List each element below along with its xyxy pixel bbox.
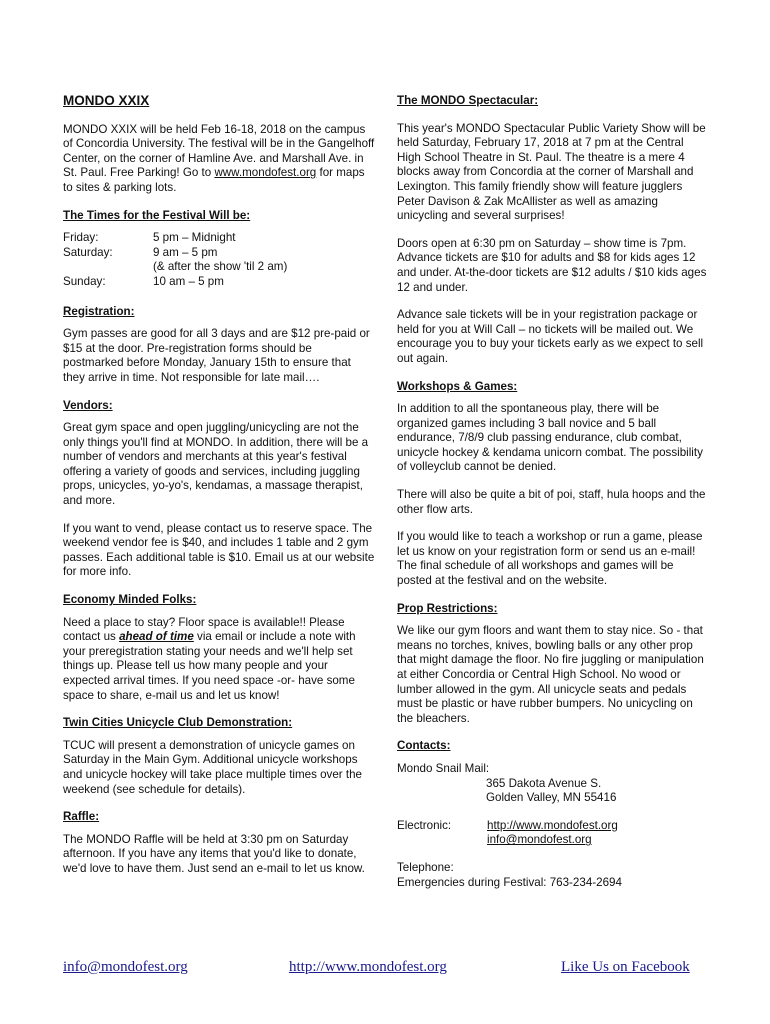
website-link[interactable]: http://www.mondofest.org bbox=[487, 818, 618, 832]
times-hours: 9 am – 5 pm bbox=[153, 245, 218, 259]
tickets-text: Doors open at 6:30 pm on Saturday – show time is 7pm. Advance tickets are $10 for adults and $8 for kids ages 12 and under. At-the-door tickets are $12 adults / $10 kids ages 12 and under. bbox=[397, 236, 707, 294]
tcuc-text: TCUC will present a demonstration of unicycle games on Saturday in the Main Gym. Additional unicycle workshops and unicycle hockey will take place multiple times over the weekend (see schedule for details). bbox=[63, 738, 363, 796]
footer-links bbox=[63, 959, 693, 979]
right-column bbox=[397, 92, 707, 890]
intro-paragraph: MONDO XXIX will be held Feb 16-18, 2018 on the campus of Concordia University. The festival will be in the Gangelhoff Center, on the corner of Hamline Ave. and Marshall Ave. in St. Paul. Free Parking! Go to www.mondofest.org for maps to sites & parking lots. bbox=[63, 122, 375, 194]
teach-workshop-text: If you would like to teach a workshop or run a game, please let us know on your registration form or send us an e-mail! The final schedule of all workshops and games will be posted at the festival and on the website. bbox=[397, 530, 703, 588]
vendors-heading: Vendors: bbox=[63, 398, 113, 412]
advance-sale-text: Advance sale tickets will be in your registration package or held for you at Will Call – no tickets will be mailed out. We encourage you to buy your tickets early as we expect to sell out again. bbox=[397, 308, 704, 365]
times-day: Saturday: bbox=[63, 245, 113, 259]
vendors-text: Great gym space and open juggling/unicycling are not the only things you'll find at MONDO. In addition, there will be a number of vendors and merchants at this year's festival offering a variety of goods and services, including juggling props, unicycles, yo-yo's, kendamas, a massage therapist, and more. bbox=[63, 421, 369, 508]
spectacular-heading: The MONDO Spectacular: bbox=[397, 94, 539, 107]
times-day: Sunday: bbox=[63, 274, 106, 288]
economy-heading: Economy Minded Folks: bbox=[63, 593, 197, 607]
electronic-label: Electronic: bbox=[397, 818, 452, 832]
flow-arts-text: There will also be quite a bit of poi, staff, hula hoops and the other flow arts. bbox=[397, 488, 706, 516]
raffle-heading: Raffle: bbox=[63, 810, 100, 824]
footer-email-link[interactable]: info@mondofest.org bbox=[63, 959, 188, 975]
telephone-label: Telephone: bbox=[397, 860, 454, 874]
workshops-text: In addition to all the spontaneous play, there will be organized games including 3 ball novice and 5 ball endurance, 7/8/9 club passing endurance, club combat, unicycle hockey & kendama unicorn combat. The possibility of volleyclub cannot be denied. bbox=[397, 402, 703, 474]
footer-website-link[interactable]: http://www.mondofest.org bbox=[289, 959, 447, 975]
electronic-contact bbox=[397, 819, 707, 848]
props-text: We like our gym floors and want them to stay nice. So - that means no torches, knives, bowling balls or any other prop that might damage the floor. No fire juggling or manipulation at either Concordia or Central High School. No wood or lumber allowed in the gym. All unicycle seats and pedals must be plastic or have rubber bumpers. No unicycling on the bleachers. bbox=[397, 624, 704, 725]
times-day: Friday: bbox=[63, 231, 99, 245]
raffle-text: The MONDO Raffle will be held at 3:30 pm on Saturday afternoon. If you have any items that you'd like to donate, we'd love to have them. Just send an e-mail to let us know. bbox=[63, 832, 365, 875]
snail-mail-label: Mondo Snail Mail: bbox=[397, 761, 490, 775]
address-line: Golden Valley, MN 55416 bbox=[486, 791, 617, 805]
emphasis-ahead-of-time: ahead of time bbox=[119, 630, 194, 644]
footer-facebook-link[interactable]: Like Us on Facebook bbox=[561, 959, 690, 975]
vendors-fee-text: If you want to vend, please contact us to reserve space. The weekend vendor fee is $40, and includes 1 table and 2 gym passes. Each additional table is $10. Email us at our website for more info. bbox=[63, 521, 375, 579]
snail-mail-block bbox=[397, 762, 707, 806]
intro-website-link[interactable]: www.mondofest.org bbox=[214, 166, 317, 180]
emergency-phone: Emergencies during Festival: 763-234-2694 bbox=[397, 875, 622, 889]
times-hours: 10 am – 5 pm bbox=[153, 274, 224, 288]
registration-text: Gym passes are good for all 3 days and are $12 pre-paid or $15 at the door. Pre-registration forms should be postmarked before Monday, January 15th to ensure that they arrive in time. Not responsible for late mail…. bbox=[63, 327, 370, 384]
times-hours: (& after the show 'til 2 am) bbox=[153, 260, 288, 274]
spectacular-text: This year's MONDO Spectacular Public Variety Show will be held Saturday, February 17, 2018 at 7 pm at the Central High School Theatre in St. Paul. The theatre is a mere 4 blocks away from Concordia at the corner of Marshall and Lexington. This family friendly show will feature jugglers Peter Davison & Zak McAllister as well as amazing unicycling and several surprises! bbox=[397, 121, 706, 223]
telephone-block bbox=[397, 861, 707, 890]
workshops-heading: Workshops & Games: bbox=[397, 379, 518, 393]
email-link[interactable]: info@mondofest.org bbox=[487, 833, 592, 847]
times-schedule bbox=[63, 231, 375, 289]
props-heading: Prop Restrictions: bbox=[397, 601, 498, 615]
contacts-heading: Contacts: bbox=[397, 739, 451, 753]
times-hours: 5 pm – Midnight bbox=[153, 231, 236, 245]
left-column bbox=[63, 92, 375, 890]
address-line: 365 Dakota Avenue S. bbox=[486, 776, 602, 790]
times-heading: The Times for the Festival Will be: bbox=[63, 208, 251, 222]
registration-heading: Registration: bbox=[63, 304, 135, 318]
page-title: MONDO XXIX bbox=[63, 93, 150, 108]
tcuc-heading: Twin Cities Unicycle Club Demonstration: bbox=[63, 716, 293, 730]
economy-text: Need a place to stay? Floor space is available!! Please contact us ahead of time via email or include a note with your preregistration stating your needs and we'll help set things up. Please tell us how many people and your expected arrival times. If you need space -or- have some space to share, e-mail us and let us know! bbox=[63, 615, 356, 702]
